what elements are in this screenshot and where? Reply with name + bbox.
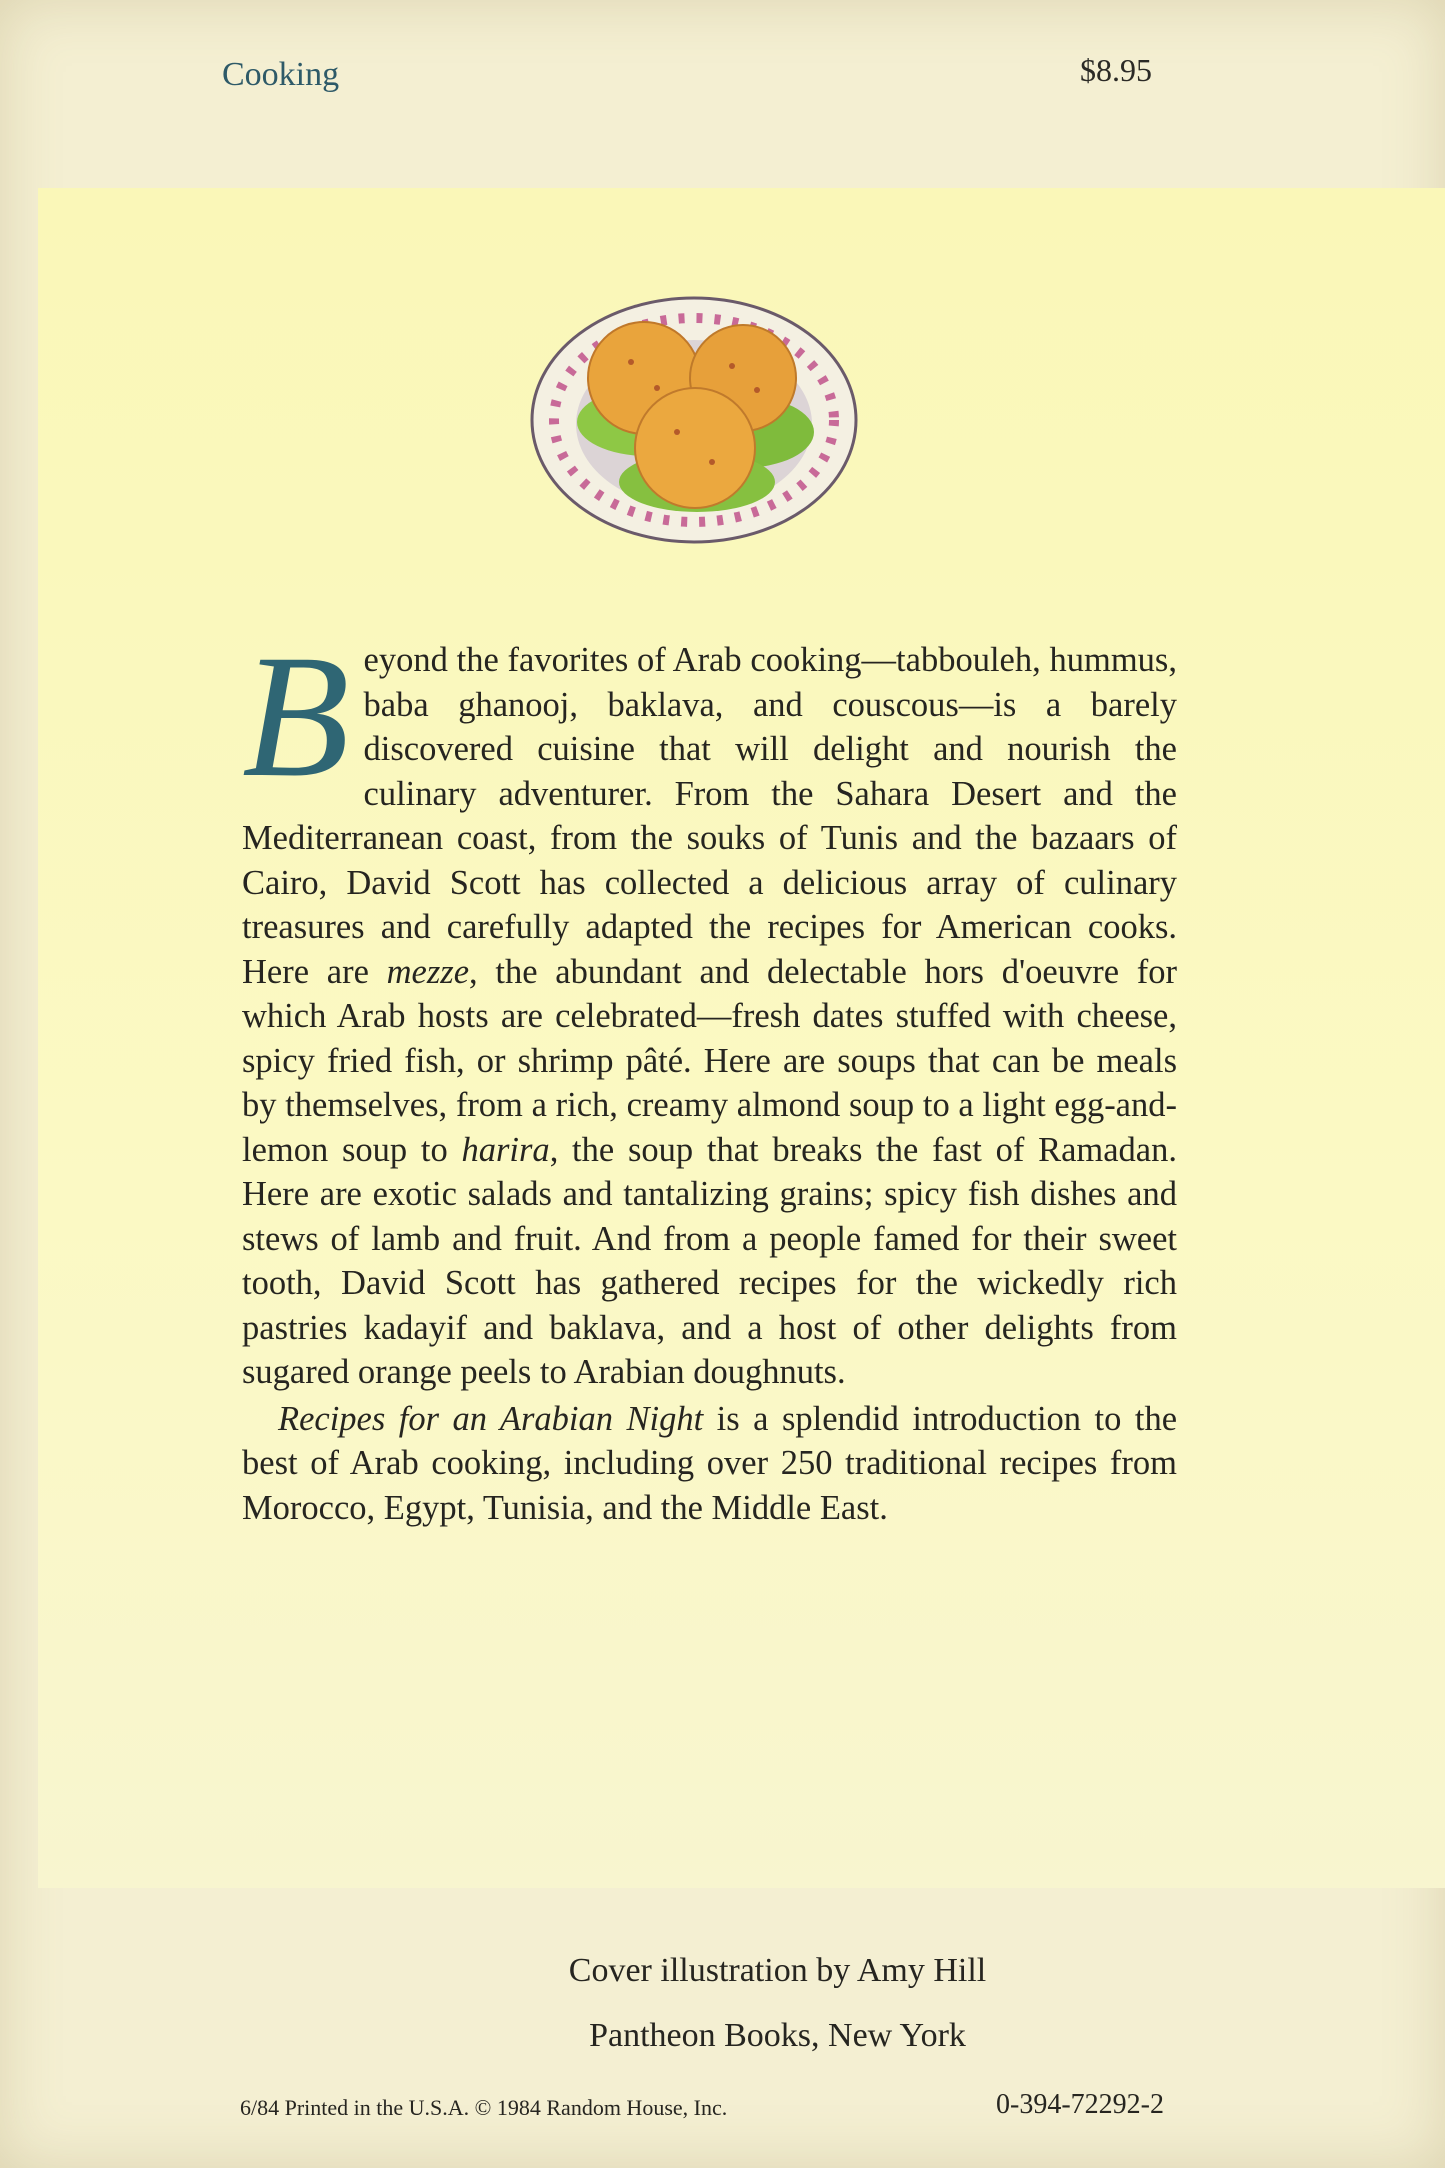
- mezze-term: mezze: [386, 952, 470, 991]
- illustration-credit: Cover illustration by Amy Hill: [568, 1952, 987, 1989]
- publisher-line: Pantheon Books, New York: [589, 2017, 966, 2054]
- para1-end: , the soup that breaks the fast of Ramadan. Here are exotic salads and tantalizing grains; spicy fish dishes and stews of lamb and fruit. And from a people famed for their sweet tooth, David Scott has gathered recipes for the wickedly rich pastries kadayif and baklava, and a host of other delights from sugared orange peels to Arabian doughnuts.: [242, 1130, 1177, 1391]
- isbn-number: 0-394-72292-2: [996, 2089, 1164, 2120]
- para1-start: eyond the favorites of Arab cooking—tabbouleh, hummus, baba ghanooj, baklava, and couscous—is a barely discovered cuisine that will delight and nourish the culinary adventurer. From the Sahara Desert and the Mediterranean coast, from the souks of Tunis and the bazaars of Cairo, David Scott has collected a delicious array of culinary treasures and carefully adapted the recipes for American cooks. Here are: [242, 641, 1177, 991]
- legal-line: 6/84 Printed in the U.S.A. © 1984 Random House, Inc.: [240, 2095, 728, 2120]
- price-label: $8.95: [1080, 52, 1152, 88]
- book-description: [242, 619, 1178, 1530]
- para1-mid: , the abundant and delectable hors d'oeuvre for which Arab hosts are celebrated—fresh dates stuffed with cheese, spicy fried fish, or shrimp pâté. Here are soups that can be meals by themselves, from a rich, creamy almond soup to a light egg-and-lemon soup to: [242, 952, 1177, 1169]
- category-label: Cooking: [222, 56, 340, 93]
- para2-end: is a splendid introduction to the best of Arab cooking, including over 250 traditional recipes from Morocco, Egypt, Tunisia, and the Middle East.: [242, 1399, 1178, 1527]
- description-paragraph-2: [242, 1397, 1177, 1531]
- drop-cap: B: [242, 619, 350, 814]
- harira-term: harira: [461, 1130, 550, 1169]
- book-title: Recipes for an Arabian Night: [278, 1399, 704, 1438]
- description-paragraph-1: [242, 619, 1177, 1395]
- plate-of-falafel-icon: [527, 292, 862, 548]
